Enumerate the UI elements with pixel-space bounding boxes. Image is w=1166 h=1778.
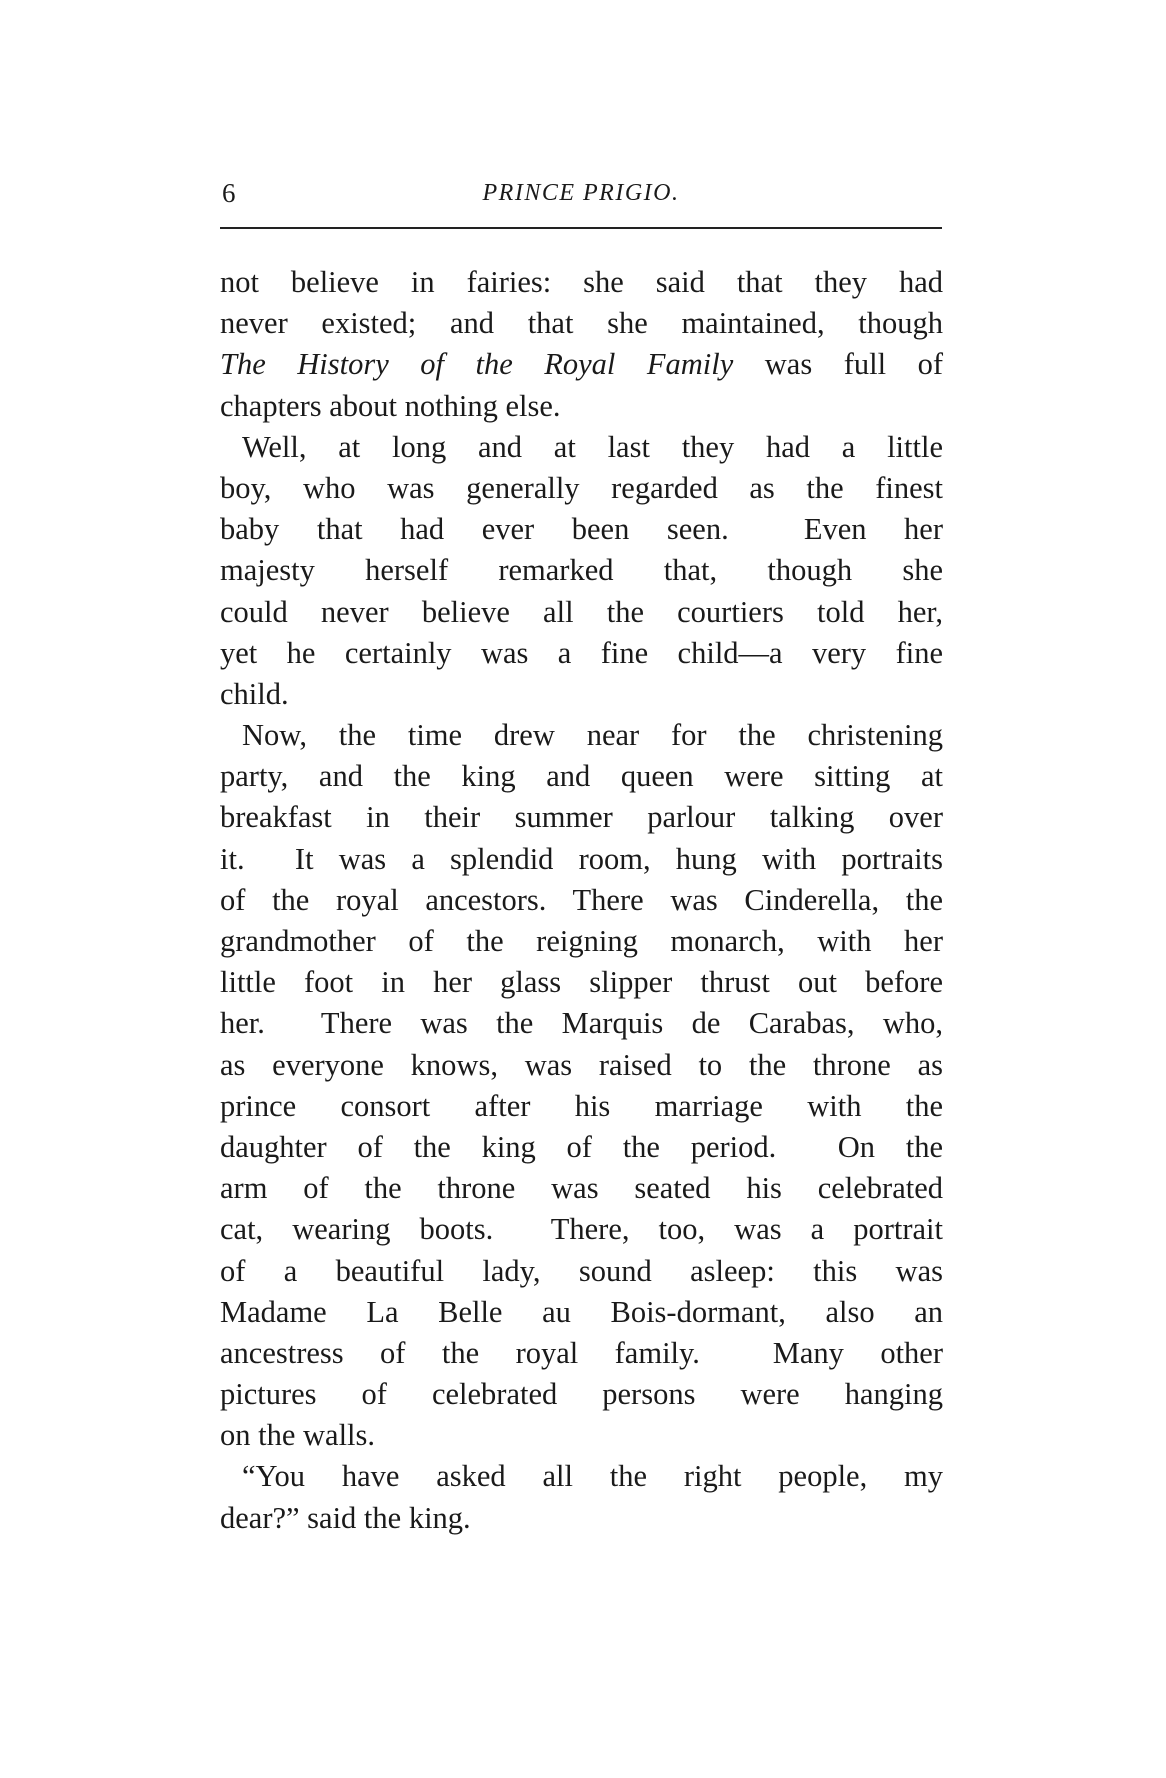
line-text: “You have asked all the right people, my: [242, 1459, 943, 1494]
text-line: [220, 468, 943, 509]
text-line: [220, 1209, 943, 1250]
page-number: 6: [222, 178, 236, 208]
body-text: [220, 262, 943, 1539]
line-text: never existed; and that she maintained, though: [220, 306, 943, 341]
line-text: Well, at long and at last they had a little: [242, 429, 943, 464]
line-text: cat, wearing boots. There, too, was a portrait: [220, 1212, 943, 1247]
text-line: [220, 1292, 943, 1333]
line-text: Madame La Belle au Bois-dormant, also an: [220, 1294, 943, 1329]
line-text: yet he certainly was a fine child—a very fine: [220, 635, 943, 670]
text-line: [220, 1127, 943, 1168]
text-line: [220, 633, 943, 674]
text-line: [220, 674, 943, 715]
text-line: [220, 262, 943, 303]
text-line: [220, 1086, 943, 1127]
text-line: [220, 880, 943, 921]
running-header: [220, 178, 942, 218]
text-line: [220, 550, 943, 591]
line-text: could never believe all the courtiers told her,: [220, 594, 943, 629]
line-text: her. There was the Marquis de Carabas, who,: [220, 1006, 943, 1041]
line-text: daughter of the king of the period. On the: [220, 1129, 943, 1164]
line-text: child.: [220, 676, 289, 711]
line-text: arm of the throne was seated his celebrated: [220, 1171, 943, 1206]
line-text: Now, the time drew near for the christening: [242, 718, 943, 753]
line-text: majesty herself remarked that, though she: [220, 553, 943, 588]
text-line: [220, 715, 943, 756]
line-text: ancestress of the royal family. Many other: [220, 1335, 943, 1370]
line-text: pictures of celebrated persons were hanging: [220, 1377, 943, 1412]
text-line: [220, 1251, 943, 1292]
text-line: [220, 1374, 943, 1415]
text-line: [220, 427, 943, 468]
line-text: party, and the king and queen were sitting at: [220, 759, 943, 794]
text-line: [220, 1003, 943, 1044]
line-text: on the walls.: [220, 1418, 376, 1453]
line-text: as everyone knows, was raised to the throne as: [220, 1047, 943, 1082]
text-line: [220, 797, 943, 838]
line-text: was full of: [733, 347, 943, 382]
line-text: breakfast in their summer parlour talking over: [220, 800, 943, 835]
line-text: it. It was a splendid room, hung with portraits: [220, 841, 943, 876]
running-title: PRINCE PRIGIO.: [482, 180, 680, 206]
line-text: little foot in her glass slipper thrust out before: [220, 965, 943, 1000]
line-text: grandmother of the reigning monarch, with her: [220, 924, 943, 958]
text-line: [220, 962, 943, 1003]
text-line: [220, 386, 943, 427]
text-line: [220, 303, 943, 344]
text-line: [220, 1333, 943, 1374]
line-text: of the royal ancestors. There was Cinderella, the: [220, 882, 943, 917]
text-line: [220, 839, 943, 880]
text-line: [220, 1456, 943, 1497]
line-text: dear?” said the king.: [220, 1500, 471, 1535]
line-text: boy, who was generally regarded as the finest: [220, 470, 943, 505]
line-text: prince consort after his marriage with the: [220, 1088, 943, 1123]
line-text: chapters about nothing else.: [220, 388, 561, 423]
text-line: [220, 344, 943, 385]
text-line: [220, 1045, 943, 1086]
header-rule: [220, 227, 942, 229]
text-line: [220, 509, 943, 550]
italic-title: The History of the Royal Family: [220, 347, 734, 382]
text-line: [220, 1498, 943, 1539]
text-line: [220, 592, 943, 633]
text-line: [220, 921, 943, 962]
line-text: not believe in fairies: she said that they had: [220, 265, 943, 299]
line-text: baby that had ever been seen. Even her: [220, 512, 943, 547]
text-line: [220, 1168, 943, 1209]
line-text: of a beautiful lady, sound asleep: this was: [220, 1253, 943, 1288]
text-line: [220, 1415, 943, 1456]
text-line: [220, 756, 943, 797]
